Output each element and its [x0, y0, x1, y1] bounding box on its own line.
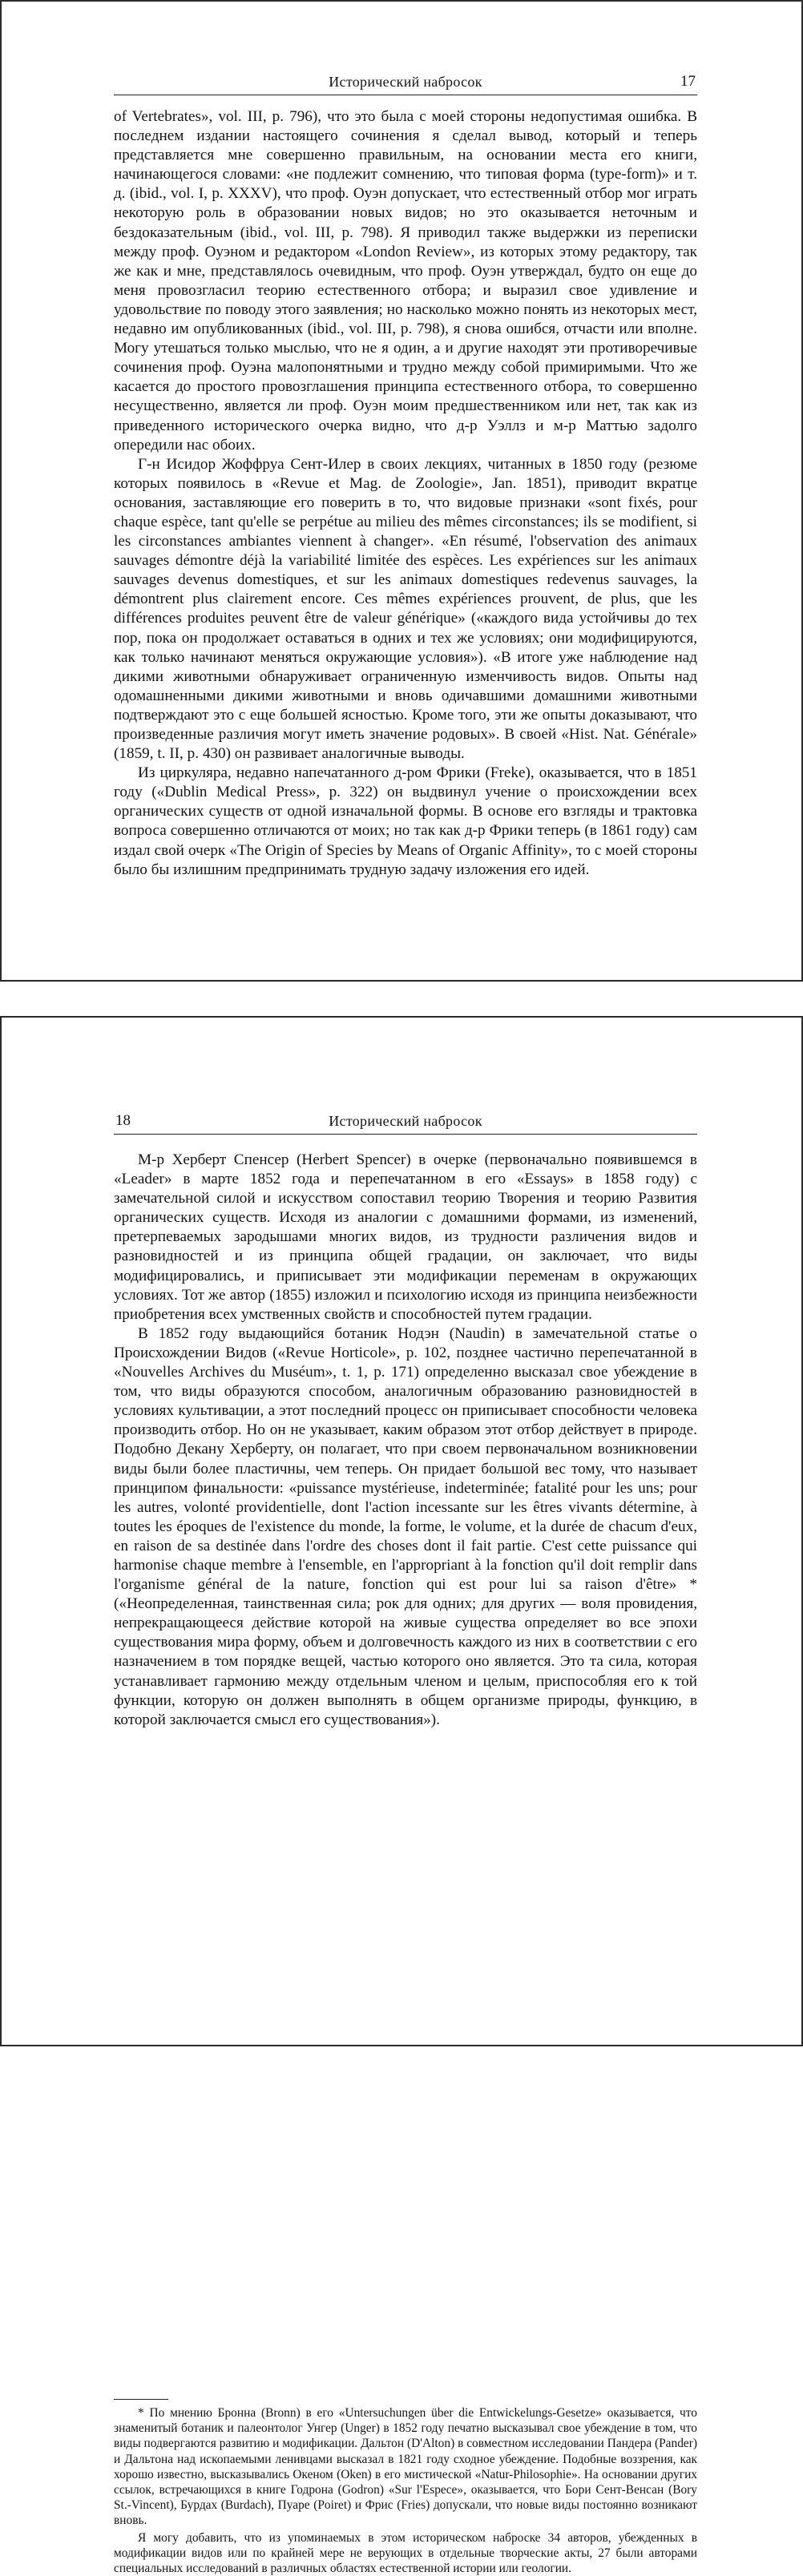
body-text — [114, 1151, 697, 1730]
paragraph: М-р Херберт Спенсер (Herbert Spencer) в очерке (первоначально появившемся в «Leader» в марте 1852 года и перепечатанном в его «Essays» в 1858 году) с замечательной силой и искусством сопоставил теорию Творения и теорию Развития органических существ. Исходя из аналогии с домашними формами, из изменений, претерпеваемых зародышами многих видов, из трудности различения видов и разновидностей и из принципа общей градации, он заключает, что виды модифицировались, и приписывает эти модификации переменам в окружающих условиях. Тот же автор (1855) изложил и психологию исходя из принципа неизбежности приобретения всех умственных свойств и способностей путем градации. — [114, 1151, 697, 1323]
footnote-rule — [114, 2399, 168, 2400]
footnotes — [114, 2405, 697, 2576]
paragraph: Г-н Исидор Жоффруа Сент-Илер в своих лекциях, читанных в 1850 году (резюме которых появилось в «Revue et Mag. de Zoologie», Jan. 1851), приводит вкратце основания, заставляющие его поверить в то, что видовые признаки «sont fixés, pour chaque espèce, tant qu'elle se perpétue au milieu des mêmes circonstances; ils se modifient, si les circonstances ambiantes viennent à changer». «En résumé, l'observation des animaux sauvages démontre déjà la variabilité limitée des espèces. Les expériences sur les animaux sauvages devenus domestiques, et sur les animaux domestiques redevenus sauvages, la démontrent plus clairement encore. Ces mêmes expériences prouvent, de plus, que les différences produites peuvent être de valeur générique» («каждого вида устойчивы до тех пор, пока он продолжает оставаться в одних и тех же условиях; они модифицируются, как только начинают меняться окружающие условия»). «В итоге уже наблюдение над дикими животными обнаруживает ограниченную изменчивость видов. Опыты над одомашненными дикими животными и вновь одичавшими домашними животными подтверждают это с еще большей ясностью. Кроме того, эти же опыты доказывают, что произведенные различия могут иметь значение родовых». В своей «Hist. Nat. Générale» (1859, t. II, p. 430) он развивает аналогичные выводы. — [114, 455, 697, 763]
running-title: Исторический набросок — [329, 74, 482, 90]
page-header — [114, 1110, 697, 1135]
page-number: 18 — [115, 1112, 131, 1129]
running-title: Исторический набросок — [329, 1113, 482, 1129]
paragraph: В 1852 году выдающийся ботаник Нодэн (Naudin) в замечательной статье о Происхождении Видов («Revue Horticole», p. 102, позднее частично перепечатанной в «Nouvelles Archives du Muséum», t. 1, p. 171) определенно высказал свое убеждение в том, что виды образуются способом, аналогичным образованию разновидностей в условиях культивации, а этот последний процесс он приписывает способности человека производить отбор. Но он не указывает, каким образом этот отбор действует в природе. Подобно Декану Херберту, он полагает, что при своем первоначальном возникновении виды были более пластичны, чем теперь. Он придает большой вес тому, что называет принципом финальности: «puissance mystérieuse, indeterminée; fatalité pour les uns; pour les autres, volonté providentielle, dont l'action incessante sur les êtres vivants détermine, à toutes les époques de l'existence du monde, la forme, le volume, et la durée de chacum d'eux, en raison de sa destinée dans l'ordre des choses dont il fait partie. C'est cette puissance qui harmonise chaque membre à l'ensemble, en l'appropriant à la fonction qu'il doit remplir dans l'organisme général de la nature, fonction qui est pour lui sa raison d'être» * («Неопределенная, таинственная сила; рок для одних; для других — воля провидения, непрекращающееся действие которой на живые существа определяет во все эпохи существования мира форму, объем и долговечность каждого из них в соответствии с его назначением в том порядке вещей, частью которого оно является. Это та сила, которая устанавливает гармонию между отдельным членом и целым, приспособляя его к той функции, которую он должен выполнять в общем организме природы, функцию, в которой заключается смысл его существования»). — [114, 1324, 697, 1728]
paragraph: of Vertebrates», vol. III, p. 796), что это была с моей стороны недопустимая ошибка. В последнем издании настоящего сочинения я сделал вывод, который и теперь представляется мне совершенно правильным, на основании места его книги, начинающегося словами: «не подлежит сомнению, что типовая форма (type-form)» и т. д. (ibid., vol. I, p. XXXV), что проф. Оуэн допускает, что естественный отбор мог играть некоторую роль в образовании новых видов; но это оказывается неточным и бездоказательным (ibid., vol. III, p. 798). Я приводил также выдержки из переписки между проф. Оуэном и редактором «London Review», из которых этому редактору, так же как и мне, представлялось очевидным, что проф. Оуэн утверждал, будто он еще до меня провозгласил теорию естественного отбора; и выразил свое удивление и удовольствие по поводу этого заявления; но насколько можно понять из некоторых мест, недавно им опубликованных (ibid., vol. III, p. 798), я снова ошибся, отчасти или вполне. Могу утешаться только мыслью, что не я один, а и другие находят эти противоречивые сочинения проф. Оуэна малопонятными и трудно между собой примиримыми. Что же касается до простого провозглашения принципа естественного отбора, то совершенно несущественно, является ли проф. Оуэн моим предшественником или нет, так как из приведенного исторического очерка видно, что д-р Уэллз и м-р Маттью задолго опередили нас обоих. — [114, 108, 697, 454]
footnote: * По мнению Бронна (Bronn) в его «Untersuchungen über die Entwickelungs-Gesetze» оказывается, что знаменитый ботаник и палеонтолог Унгер (Unger) в 1852 году печатно высказывал свое убеждение в том, что виды подвергаются развитию и модификации. Дальтон (D'Alton) в совместном исследовании Пандера (Pander) и Дальтона над ископаемыми ленивцами высказал в 1821 году сходное убеждение. Подобные воззрения, как хорошо известно, высказывались Океном (Oken) в его мистической «Natur-Philosophie». На основании других ссылок, встречающихся в книге Годрона (Godron) «Sur l'Espece», оказывается, что Бори Сент-Венсан (Bory St.-Vincent), Бурдах (Burdach), Пуаре (Poiret) и Фрис (Fries) допускали, что новые виды постоянно возникают вновь. — [114, 2406, 697, 2528]
page-gap — [0, 982, 803, 1018]
page-18 — [0, 1016, 803, 2576]
body-text — [114, 107, 697, 880]
page-number: 17 — [680, 73, 696, 90]
paragraph: Из циркуляра, недавно напечатанного д-ром Фрики (Freke), оказывается, что в 1851 году («Dublin Medical Press», p. 322) он выдвинул учение о происхождении всех органических существ от одной изначальной формы. В основе его взгляды и трактовка вопроса совершенно отличаются от моих; но так как д-р Фрики теперь (в 1861 году) сам издал свой очерк «The Origin of Species by Means of Organic Affinity», то с моей стороны было бы излишним предпринимать трудную задачу изложения его идей. — [114, 764, 697, 878]
footnote: Я могу добавить, что из упоминаемых в этом историческом наброске 34 авторов, убежденных в модификации видов или по крайней мере не верующих в отдельные творческие акты, 27 были авторами специальных исследований в различных областях естественной истории или геологии. — [114, 2530, 697, 2576]
page-17 — [0, 0, 803, 982]
page-header — [114, 71, 697, 95]
